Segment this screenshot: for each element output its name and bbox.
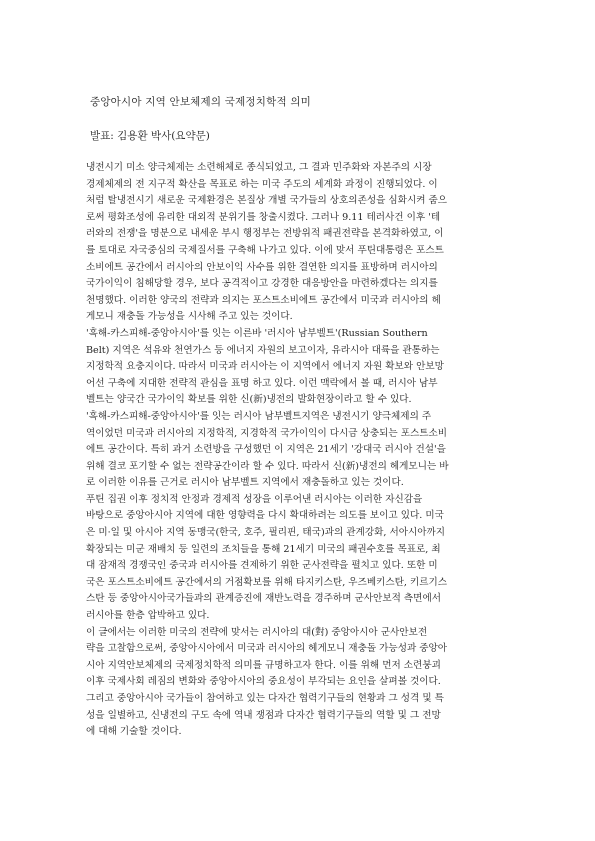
body-line: 그리고 중앙아시아 국가들이 참여하고 있는 다자간 협력기구들의 현황과 그 성격 및 특 — [86, 693, 444, 704]
body-line: 략을 고찰함으로써, 중앙아시아에서 미국과 러시아의 헤게모니 재충돌 가능성과 중앙아 — [86, 643, 448, 655]
body-line: 확장되는 미군 재배치 등 일련의 조치들을 통해 21세기 미국의 패권수호를 목표로, 최 — [86, 543, 441, 555]
body-line: 경제체제의 전 지구적 확산을 목표로 하는 미국 주도의 세계화 과정이 진행되었다. 이 — [86, 178, 438, 190]
body-line: 이 글에서는 이러한 미국의 전략에 맞서는 러시아의 대(對) 중앙아시아 군사안보전 — [86, 626, 428, 638]
body-line: 시아 지역안보체제의 국제정치학적 의미를 규명하고자 한다. 이를 위해 먼저 소련붕괴 — [86, 659, 441, 671]
body-line: 은 미·일 및 아시아 지역 동맹국(한국, 호주, 필리핀, 태국)과의 관계강화, 서아시아까지 — [86, 527, 446, 539]
body-line: 지정학적 요충지이다. 따라서 미국과 러시아는 이 지역에서 에너지 자원 확보와 안보망 — [86, 361, 444, 373]
body-text — [86, 160, 516, 741]
body-line: 러와의 전쟁'을 명분으로 내세운 부시 행정부는 전방위적 패권전략을 본격화하였고, 이 — [86, 228, 444, 240]
body-line: 벨트는 양국간 국가이익 확보를 위한 신(新)냉전의 발화현장이라고 할 수 있다. — [86, 394, 412, 406]
body-line: 냉전시기 미소 양극체제는 소련해체로 종식되었고, 그 결과 민주화와 자본주의 시장 — [86, 162, 432, 173]
body-line: 게모니 재충돌 가능성을 시사해 주고 있는 것이다. — [86, 311, 293, 323]
body-line: 소비에트 공간에서 러시아의 안보이익 사수를 위한 결연한 의지를 표방하며 러시아의 — [86, 261, 438, 273]
presenter-line: 발표: 김용환 박사(요약문) — [90, 130, 210, 142]
body-line: '흑해-카스피해-중앙아시아'를 잇는 이른바 '러시아 남부벨트'(Russian Southern — [86, 327, 428, 339]
body-line: 스탄 등 중앙아시아국가들과의 관계증진에 재반노력을 경주하며 군사안보적 측면에서 — [86, 593, 441, 605]
body-line: 국가이익이 침해당할 경우, 보다 공격적이고 강경한 대응방안을 마련하겠다는 의지를 — [86, 278, 438, 290]
body-line: 푸틴 집권 이후 정치적 안정과 경제적 성장을 이루어낸 러시아는 이러한 자신감을 — [86, 493, 423, 505]
body-line: 에 대해 기술할 것이다. — [86, 726, 182, 738]
body-line: 이후 국제사회 레짐의 변화와 중앙아시아의 중요성이 부각되는 요인을 살펴볼 것이다. — [86, 676, 441, 688]
body-line: 국은 포스트소비에트 공간에서의 거점확보를 위해 타지키스탄, 우즈베키스탄, 키르기스 — [86, 576, 448, 588]
body-line: 에트 공간이다. 특히 과거 소련방을 구성했던 이 지역은 21세기 '강대국 러시아 건설'을 — [86, 444, 446, 456]
body-line: 처럼 탈냉전시기 새로운 국제환경은 본질상 개별 국가들의 상호의존성을 심화시켜 줌으 — [86, 195, 448, 207]
body-line: 러시아를 한층 압박하고 있다. — [86, 610, 210, 622]
body-line: 로써 평화조성에 유리한 대외적 분위기를 창출시켰다. 그러나 9.11 테러사건 이후 '테 — [86, 211, 441, 223]
body-line: 성을 일별하고, 신냉전의 구도 속에 역내 쟁점과 다자간 협력기구들의 역할 및 그 전망 — [86, 709, 441, 721]
body-line: '흑해-카스피해-중앙아시아'를 잇는 러시아 남부벨트지역은 냉전시기 양극체제의 주 — [86, 410, 432, 422]
body-line: 를 토대로 자국중심의 국제질서를 구축해 나가고 있다. 이에 맞서 푸틴대통령은 포스트 — [86, 244, 444, 256]
body-line: 어선 구축에 지대한 전략적 관심을 표명 하고 있다. 이런 맥락에서 볼 때, 러시아 남부 — [86, 377, 438, 389]
document-title: 중앙아시아 지역 안보체제의 국제정치학적 의미 — [90, 96, 312, 108]
body-line: 역이었던 미국과 러시아의 지정학적, 지경학적 국가이익이 다시금 상충되는 포스트소비 — [86, 427, 448, 439]
body-line: 로 이러한 이유를 근거로 러시아 남부벨트 지역에서 재충돌하고 있는 것이다. — [86, 477, 404, 489]
body-line: Belt) 지역은 석유와 천연가스 등 에너지 자원의 보고이자, 유라시아 대륙을 관통하는 — [86, 344, 440, 356]
body-line: 대 잠재적 경쟁국인 중국과 러시아를 견제하기 위한 군사전략을 펼치고 있다. 또한 미 — [86, 560, 438, 572]
body-line: 바탕으로 중앙아시아 지역에 대한 영향력을 다시 확대하려는 의도를 보이고 있다. 미국 — [86, 510, 444, 522]
body-line: 천명했다. 이러한 양국의 전략과 의지는 포스트소비에트 공간에서 미국과 러시아의 헤 — [86, 294, 441, 306]
body-line: 위해 결코 포기할 수 없는 전략공간이라 할 수 있다. 따라서 신(新)냉전의 헤게모니는 바 — [86, 460, 449, 472]
